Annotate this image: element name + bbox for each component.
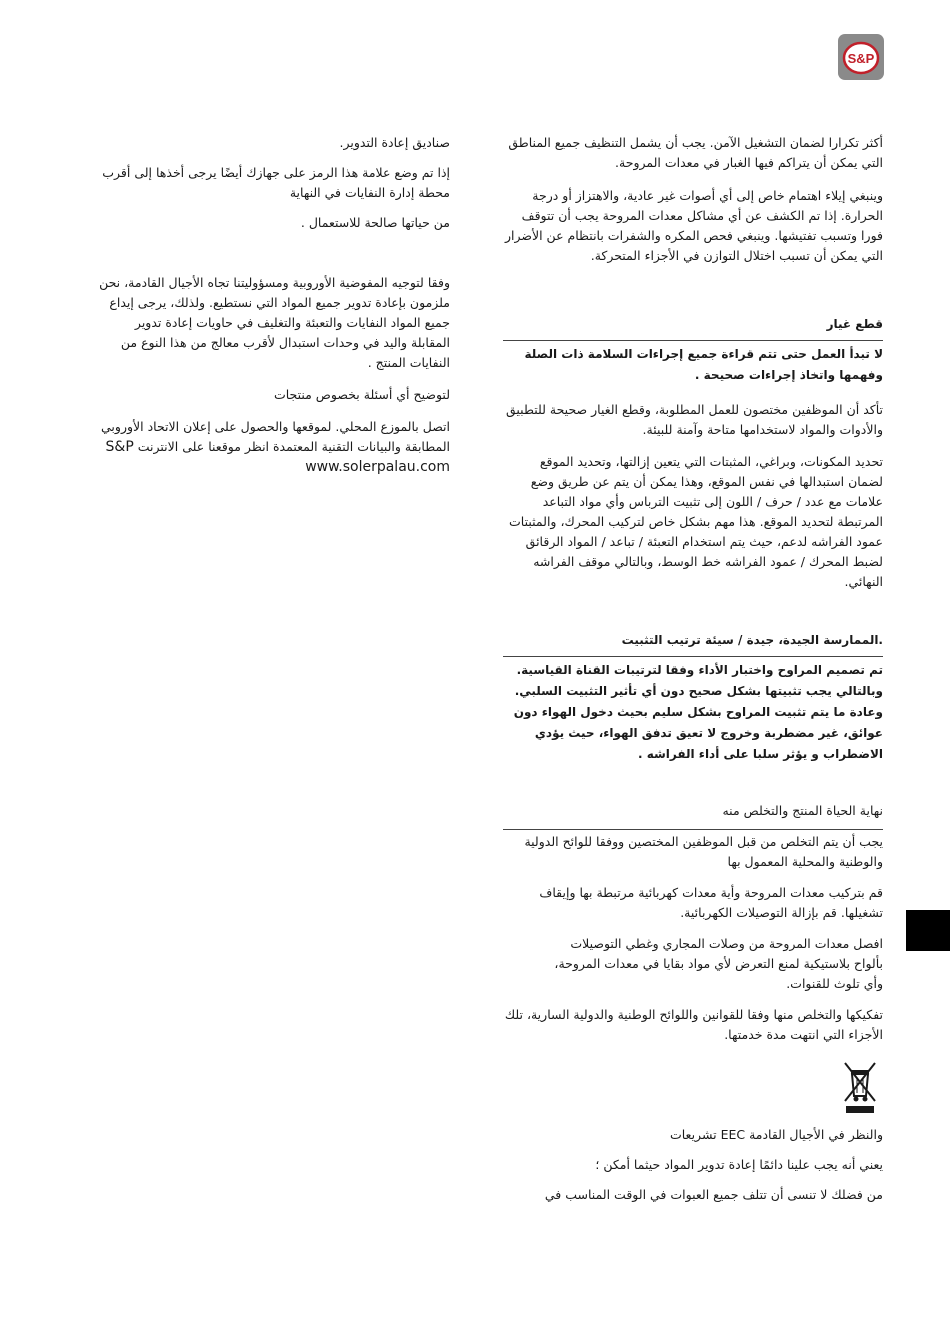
dust-paragraph-2: تحديد المكونات، وبراغي، المثبتات التي يتعين إزالتها، وتحديد الموقع لضمان استبدالها في نفس الموقع، وهذا يمكن أن يتم عن طريق وضع علامات مع عدد / حرف / اللون إلى تثبيت الترباس وأي مواد التباعد المرتبطة لتحديد الموقع. هذا مهم بشكل خاص لتركيب المحرك، والمثبتات عمود الفراشه لدعم، حيث يتم استخدام التعبئة / تباعد / المواد الرقائق لضبط المحرك / عمود الفراشه خط الوسط، وبالتالي موقف الفراشه النهائي. [509, 454, 883, 589]
symbol-paragraph: إذا تم وضع علامة هذا الرمز على جهازك أيضًا يرجى أخذها إلى أقرب محطة إدارة النفايات في النهاية [102, 165, 450, 200]
section-tab-marker [906, 910, 950, 951]
intro-paragraph-1: أكثر تكرارا لضمان التشغيل الآمن. يجب أن يشمل التنظيف جميع المناطق التي يمكن أن يتراكم فيها الغبار في معدات المروحة. [508, 135, 883, 170]
website-link[interactable]: www.solerpalau.com [305, 459, 450, 475]
contact-paragraph [95, 417, 450, 457]
weee-bin-icon [841, 1059, 879, 1115]
eol-paragraph-1: يجب أن يتم التخلص من قبل الموظفين المختصين ووفقا للوائح الدولية والوطنية والمحلية المعمول بها [524, 834, 883, 869]
section-divider [503, 340, 883, 341]
dust-warning: لا تبدأ العمل حتى تتم قراءة جميع إجراءات السلامة ذات الصلة وفهمها واتخاذ إجراءات صحيحة . [524, 347, 883, 382]
dust-paragraph-1: تأكد أن الموظفين مختصون للعمل المطلوبة، وقطع الغيار صحيحة للتطبيق والأدوات والمواد لاستخدامها متاحة وآمنة للبيئة. [505, 402, 883, 437]
usable-life-line: من حياتها صالحة للاستعمال . [300, 215, 450, 230]
brand-name: S&P [105, 439, 134, 455]
right-column [503, 133, 883, 1205]
logo-text: S&P [847, 51, 875, 66]
practice-bold-text: تم تصميم المراوح واختبار الأداء وفقا لترتيبات القناة القياسية. وبالتالي يجب تثبيتها بشكل صحيح دون أي تأثير التثبيت السلبي. وعادة ما يتم تثبيت المراوح بشكل سليم بحيث دخول الهواء دون عوائق، غير مضطربة وخروج لا تعيق تدفق الهواء، حيث يؤدي الاضطراب و يؤثر سلبا على أداء الفراشه . [513, 663, 883, 761]
left-column [95, 133, 450, 477]
recycle-line: يعني أنه يجب علينا دائمًا إعادة تدوير المواد حيثما أمكن ؛ [595, 1157, 883, 1172]
eol-paragraph-2: قم بتركيب معدات المروحة وأية معدات كهربائية مرتبطة بها وإيقاف تشغيلها. قم بإزالة التوصيلات الكهربائية. [539, 885, 883, 920]
dust-section-heading: قطع غيار [826, 317, 883, 331]
section-divider [503, 829, 883, 830]
section-divider [503, 656, 883, 657]
eol-paragraph-3: افصل معدات المروحة من وصلات المجاري وغطي التوصيلات بألواح بلاستيكية لمنع التعرض لأي مواد بقايا في معدات المروحة، وأي تلوث للقنوات. [554, 936, 883, 991]
eec-line: والنظر في الأجيال القادمة EEC تشريعات [669, 1127, 883, 1142]
contact-text: اتصل بالموزع المحلي. لموقعها والحصول على إعلان الاتحاد الأوروبي المطابقة والبيانات التقنية المعتمدة انظر موقعنا على الانترنت [101, 419, 450, 454]
brand-logo [838, 34, 884, 80]
practice-section-heading: .الممارسة الجيدة، جيدة / سيئة ترتيب التثبيت [621, 633, 883, 647]
packaging-line: من فضلك لا تنسى أن تتلف جميع العبوات في الوقت المناسب في [544, 1187, 883, 1202]
recycle-boxes-line: صناديق إعادة التدوير. [339, 135, 450, 150]
eu-directive-paragraph: وفقا لتوجيه المفوضية الأوروبية ومسؤوليتنا تجاه الأجيال القادمة، نحن ملزمون بإعادة تدوير جميع المواد التي نستطيع. ولذلك، يرجى إيداع جميع المواد النفايات والتعبئة والتغليف في حاويات إعادة تدوير المقابلة واليد في وحدات استبدال لأقرب معالج من هذا النوع من النفايات المنتج . [99, 275, 450, 370]
intro-paragraph-2: وينبغي إيلاء اهتمام خاص إلى أي أصوات غير عادية، والاهتزاز أو درجة الحرارة. إذا تم الكشف عن أي مشاكل معدات المروحة يجب أن تتوقف فورا وتسبب تفتيشها. وينبغي فحص المكره والشفرات بانتظام عن الأضرار التي يمكن أن تسبب اختلال التوازن في الأجزاء المتحركة. [504, 188, 883, 263]
clarify-line: لتوضيح أي أسئلة بخصوص منتجات [273, 387, 450, 402]
eol-section-heading: نهاية الحياة المنتج والتخلص منه [722, 803, 883, 818]
eol-paragraph-4: تفكيكها والتخلص منها وفقا للقوانين واللوائح الوطنية والدولية السارية، تلك الأجزاء التي انتهت مدة خدمتها. [504, 1007, 883, 1042]
